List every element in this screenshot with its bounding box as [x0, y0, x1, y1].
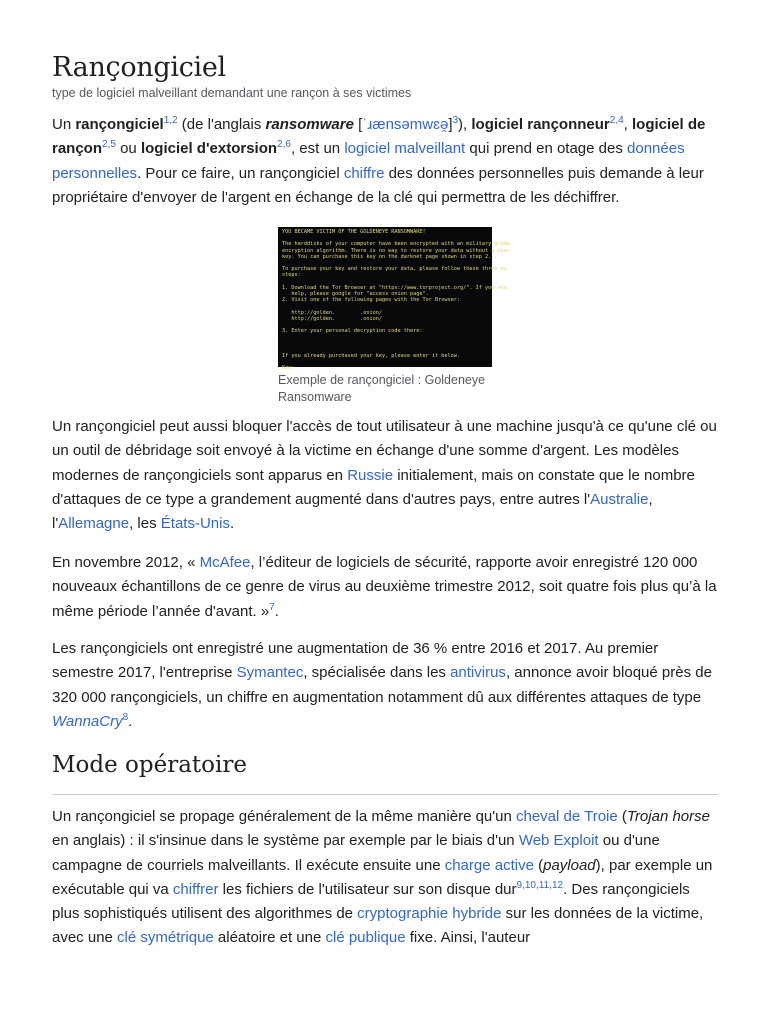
text: les fichiers de l'utilisateur sur son disque dur — [218, 880, 517, 898]
citation-link[interactable]: 8 — [122, 711, 129, 723]
bold-italic-term: ransomware — [265, 116, 354, 133]
text: . Pour ce faire, un rançongiciel — [137, 164, 344, 182]
text: des données personnelles puis demande à leur propriétaire d'envoyer de l'argent en échange de la clé qui permettra de les déchiffrer. — [52, 164, 704, 206]
text: , l' — [52, 490, 653, 533]
text: ] — [448, 116, 453, 133]
figure-caption: Exemple de rançongiciel : Goldeneye Ransomware — [278, 373, 486, 404]
bold-term: rançongiciel — [75, 116, 164, 133]
citation-link[interactable]: 10 — [524, 879, 536, 891]
text: qui prend en otage des — [465, 140, 628, 158]
text: , l’éditeur de logiciels de sécurité, rapporte avoir enregistré 120 000 nouveaux échantillons de ce genre de virus au deuxième trimestre 2012, soit quatre fois plus qu’à la même période l’année d'avant. » — [52, 554, 717, 620]
text: aléatoire et une — [213, 929, 326, 947]
link-allemagne[interactable]: Allemagne — [58, 515, 130, 533]
text: En novembre 2012, « — [52, 554, 200, 571]
text: . — [128, 712, 133, 730]
text: sur les données de la victime, avec une — [52, 905, 704, 947]
link-chiffrer[interactable]: chiffrer — [172, 880, 219, 898]
italic-term: payload — [543, 856, 596, 874]
text: ( — [617, 808, 627, 825]
citation-link[interactable]: 2,6 — [277, 139, 291, 151]
text: Un rançongiciel se propage généralement de la même manière qu'un — [52, 808, 516, 825]
page-subtitle: type de logiciel malveillant demandant une rançon à ses victimes — [52, 86, 412, 100]
text: . — [274, 602, 279, 620]
link-wannacry[interactable] — [52, 713, 123, 730]
text: ( — [533, 856, 544, 874]
citation-link[interactable]: 11 — [538, 879, 550, 891]
text: , — [522, 879, 525, 891]
link-cryptographie-hybride[interactable]: cryptographie hybride — [357, 905, 502, 923]
text: , annonce avoir bloqué près de 320 000 rançongiciels, un chiffre en augmentation notamment dû aux différentes attaques de type — [52, 664, 712, 706]
text: . Des rançongiciels plus sophistiqués utilisent des algorithmes de — [52, 880, 690, 923]
citation-link[interactable]: 2,4 — [609, 115, 624, 126]
text: , — [623, 116, 633, 133]
text: , spécialisée dans les — [303, 664, 451, 682]
link-mcafee[interactable]: McAfee — [199, 554, 251, 571]
text: en anglais) : il s'insinue dans le système par exemple par le biais d'un — [52, 832, 519, 850]
text: , — [535, 879, 539, 891]
link-web-exploit[interactable]: Web Exploit — [518, 832, 599, 850]
link-cle-publique[interactable]: clé publique — [325, 929, 406, 947]
ipa-link[interactable]: ˈɹænsəmwɛə̯ — [362, 116, 449, 133]
text: . — [229, 515, 235, 533]
paragraph — [52, 415, 720, 536]
figure — [278, 227, 510, 406]
link-cheval-de-troie[interactable]: cheval de Troie — [515, 808, 618, 825]
link-charge-active[interactable]: charge active — [444, 856, 534, 874]
text: initialement, mais on constate que le nombre d'attaques de ce type a grandement augmenté dans d'autres pays, entre autres l' — [52, 466, 695, 508]
paragraph — [52, 637, 720, 734]
link-antivirus[interactable]: antivirus — [450, 664, 506, 682]
text: , est un — [290, 140, 345, 158]
link-donnees-personnelles[interactable]: données personnelles — [52, 140, 685, 182]
link-symantec[interactable]: Symantec — [236, 664, 304, 682]
citation-link[interactable]: 1,2 — [163, 115, 178, 126]
citation-link[interactable]: 12 — [551, 879, 564, 891]
text: fixe. Ainsi, l'auteur — [405, 929, 531, 947]
italic-term: Trojan horse — [626, 808, 710, 825]
link-cle-symetrique[interactable]: clé symétrique — [117, 929, 214, 947]
link-chiffre[interactable]: chiffre — [343, 164, 385, 182]
screenshot-text: YOU BECAME VICTIM OF THE GOLDENEYE RANSOMWARE! The harddisks of your computer have been encrypted with an military grade encryption algorithm. There is no way to restore your data without a spec key. You can purchase this key on the darknet page shown in step 2. To purchase your key and restore your data, please follow these three ea steps: 1. Download the Tor Browser at "https://www.torproject.org/". If you nee help, please google for "access onion page". 2. Visit one of the following pages with the Tor Browser: http://golden. .onion/ http://golden. .onion/ 3. Enter your personal decryption code there: If you already purchased your key, please enter it below. Key: _ — [282, 229, 510, 372]
bold-term: logiciel rançonneur — [471, 116, 610, 133]
link-text: WannaCry — [52, 712, 123, 730]
paragraph — [52, 805, 720, 951]
link-etats-unis[interactable]: États-Unis — [160, 515, 230, 533]
text: Un rançongiciel peut aussi bloquer l'accès de tout utilisateur à une machine jusqu'à ce qu'une clé ou un outil de débridage soit envoyé à la victime en échange d'une somme d'argent. Les modèles modernes de rançongiciels sont apparus en — [52, 418, 717, 484]
text: ou — [115, 140, 141, 158]
link-russie[interactable]: Russie — [347, 466, 394, 484]
section-divider — [52, 794, 718, 795]
text: , — [549, 879, 552, 891]
paragraph — [52, 551, 720, 624]
page-title: Rançongiciel — [52, 52, 226, 83]
intro-paragraph — [52, 113, 720, 210]
text: [ — [353, 116, 363, 133]
link-logiciel-malveillant[interactable]: logiciel malveillant — [344, 140, 466, 158]
bold-term: logiciel d'extorsion — [140, 140, 278, 158]
text: Un — [52, 116, 76, 133]
ransomware-screenshot[interactable] — [278, 227, 510, 372]
text: ou d'une campagne de courriels malveillants. Il exécute ensuite une — [52, 832, 660, 874]
link-australie[interactable]: Australie — [590, 490, 649, 508]
citation-link[interactable]: 7 — [269, 601, 275, 613]
text: (de l'anglais — [177, 116, 266, 133]
citation-link[interactable]: 2,5 — [102, 139, 116, 151]
text: ), — [458, 116, 472, 133]
section-heading: Mode opératoire — [52, 752, 247, 778]
text: , les — [129, 515, 161, 533]
bold-term: logiciel de rançon — [52, 116, 706, 158]
citation-link[interactable]: 9 — [516, 879, 523, 891]
text: ), par exemple un exécutable qui va — [52, 856, 713, 898]
citation-link[interactable]: 3 — [452, 115, 459, 126]
text: Les rançongiciels ont enregistré une augmentation de 36 % entre 2016 et 2017. Au premier semestre 2017, l'entreprise — [52, 640, 659, 682]
